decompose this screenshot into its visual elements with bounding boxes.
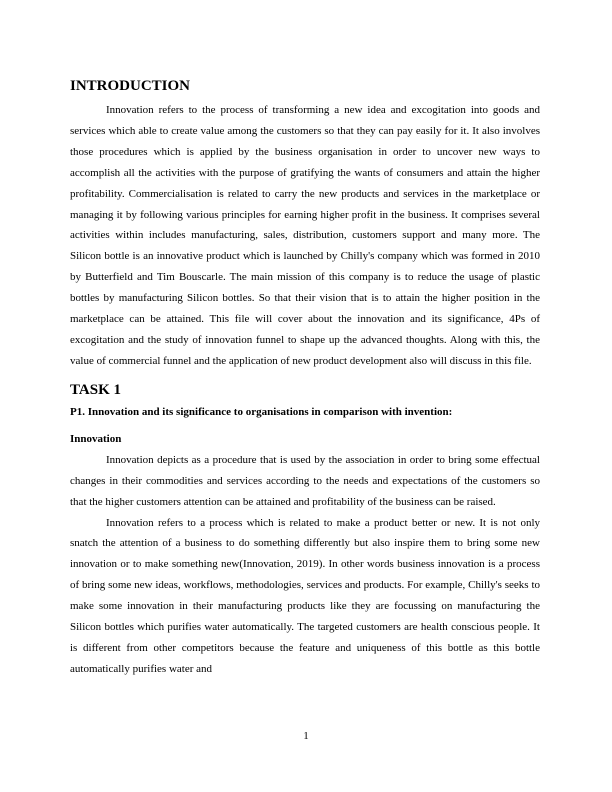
introduction-heading: INTRODUCTION <box>70 78 191 94</box>
introduction-paragraph: Innovation refers to the process of transforming a new idea and excogitation into goods and services which able to create value among the customers so that they can pay easily for it. It also involves those procedures which is applied by the business organisation in order to uncover new ways to accomplish all the activities with the purpose of gratifying the wants of consumers and attain the higher profitability. Commercialisation is related to carry the new products and services in the marketplace or managing it by following various principles for earning higher profit in the business. It comprises several activities within includes manufacturing, sales, distribution, customers support and many more. The Silicon bottle is an innovative product which is launched by Chilly's company which was formed in 2010 by Butterfield and Tim Bouscarle. The main mission of this company is to reduce the usage of plastic bottles by manufacturing Silicon bottles. So that their vision that is to attain the higher position in the marketplace can be attained. This file will cover about the innovation and its significance, 4Ps of excogitation and the study of innovation funnel to shape up the advanced thoughts. Along with this, the value of commercial funnel and the application of new product development also will discuss in this file. <box>70 104 540 367</box>
innovation-paragraph-1: Innovation depicts as a procedure that is used by the association in order to bring some effectual changes in their commodities and services according to the needs and expectations of the customers so that the higher customers attention can be attained and profitability of the business can be raised. <box>70 453 540 508</box>
page-content <box>70 76 540 680</box>
innovation-paragraph-2: Innovation refers to a process which is related to make a product better or new. It is not only snatch the attention of a business to do something differently but also inspire them to bring some new innovation or to make something new(Innovation, 2019). In other words business innovation is a process of bring some new ideas, workflows, methodologies, services and products. For example, Chilly's seeks to make some innovation in their manufacturing products like they are focussing on manufacturing the Silicon bottles which purifies water automatically. The targeted customers are health conscious people. It is different from other competitors because the feature and uniqueness of this bottle as this bottle automatically purifies water and <box>70 516 540 675</box>
innovation-subheading: Innovation <box>70 432 122 445</box>
question-heading: P1. Innovation and its significance to organisations in comparison with invention: <box>70 405 453 418</box>
page-number: 1 <box>303 730 309 742</box>
task-heading: TASK 1 <box>70 381 121 398</box>
